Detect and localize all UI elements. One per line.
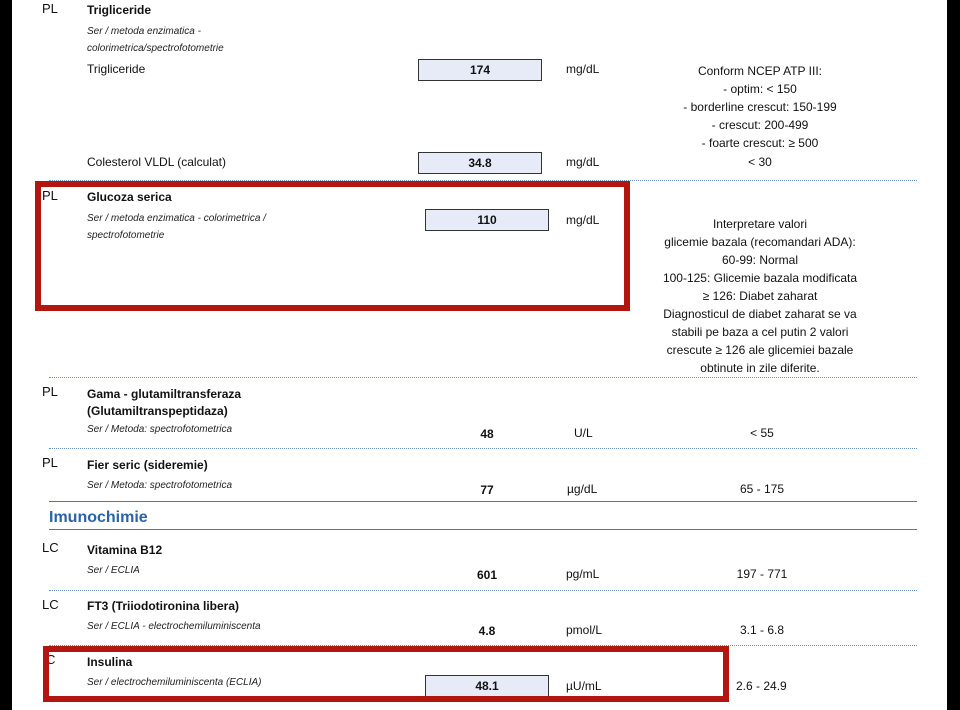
glucoza-value: 110 bbox=[425, 209, 549, 231]
insulina-reference: 2.6 - 24.9 bbox=[736, 679, 787, 693]
ft3-reference: 3.1 - 6.8 bbox=[739, 623, 785, 637]
b12-reference: 197 - 771 bbox=[736, 567, 788, 581]
ggt-code: PL bbox=[42, 384, 58, 399]
section-title-imunochimie: Imunochimie bbox=[49, 509, 148, 526]
b12-value: 601 bbox=[476, 568, 498, 582]
ref-line: glicemie bazala (recomandari ADA): bbox=[664, 235, 856, 249]
b12-unit: pg/mL bbox=[566, 567, 600, 581]
ref-line: stabili pe baza a cel putin 2 valori bbox=[671, 325, 849, 339]
glucoza-reference bbox=[640, 215, 880, 377]
ggt-reference: < 55 bbox=[750, 426, 774, 440]
fier-reference: 65 - 175 bbox=[739, 482, 785, 496]
ref-line: crescute ≥ 126 ale glicemiei bazale bbox=[666, 343, 854, 357]
fier-unit: µg/dL bbox=[567, 482, 598, 496]
fier-value: 77 bbox=[480, 483, 494, 497]
vldl-unit: mg/dL bbox=[566, 155, 600, 169]
ggt-name-line2: (Glutamiltranspeptidaza) bbox=[87, 404, 228, 418]
trigliceride-reference bbox=[650, 62, 870, 152]
ref-line: 60-99: Normal bbox=[721, 253, 799, 267]
trigliceride-name: Trigliceride bbox=[87, 3, 152, 17]
ggt-name-line1: Gama - glutamiltransferaza bbox=[87, 387, 242, 401]
fier-method: Ser / Metoda: spectrofotometrica bbox=[87, 480, 233, 491]
insulina-code: C bbox=[46, 652, 56, 667]
section-top-rule bbox=[49, 501, 917, 502]
glucoza-method-line1: Ser / metoda enzimatica - colorimetrica / bbox=[87, 213, 266, 224]
b12-name: Vitamina B12 bbox=[87, 543, 163, 557]
row-divider bbox=[49, 590, 917, 591]
glucoza-method-line2: spectrofotometrie bbox=[87, 230, 165, 241]
ref-line: - borderline crescut: 150-199 bbox=[683, 100, 837, 114]
trigliceride-method-line1: Ser / metoda enzimatica - bbox=[87, 26, 201, 37]
ft3-name: FT3 (Triiodotironina libera) bbox=[87, 599, 240, 613]
trigliceride-unit: mg/dL bbox=[566, 62, 600, 76]
row-divider bbox=[49, 377, 917, 378]
ref-line: obtinute in zile diferite. bbox=[700, 361, 820, 375]
fier-name: Fier seric (sideremie) bbox=[87, 458, 208, 472]
ggt-method: Ser / Metoda: spectrofotometrica bbox=[87, 424, 233, 435]
ref-line: - crescut: 200-499 bbox=[711, 118, 809, 132]
b12-code: LC bbox=[42, 540, 59, 555]
ref-line: Conform NCEP ATP III: bbox=[697, 64, 823, 78]
trigliceride-method-line2: colorimetrica/spectrofotometrie bbox=[87, 43, 224, 54]
ft3-value: 4.8 bbox=[478, 624, 496, 638]
fier-code: PL bbox=[42, 455, 58, 470]
insulina-method: Ser / electrochemiluminiscenta (ECLIA) bbox=[87, 677, 262, 688]
glucoza-unit: mg/dL bbox=[566, 213, 600, 227]
ref-line: 100-125: Glicemie bazala modificata bbox=[662, 271, 858, 285]
insulina-value: 48.1 bbox=[425, 675, 549, 697]
insulina-highlight-box bbox=[43, 646, 729, 702]
glucoza-name: Glucoza serica bbox=[87, 190, 172, 204]
insulina-unit: µU/mL bbox=[566, 679, 602, 693]
ref-line: ≥ 126: Diabet zaharat bbox=[702, 289, 818, 303]
row-divider bbox=[49, 448, 917, 449]
ref-line: Diagnosticul de diabet zaharat se va bbox=[663, 307, 857, 321]
trigliceride-value: 174 bbox=[418, 59, 542, 81]
glucoza-code: PL bbox=[42, 188, 58, 203]
vldl-label: Colesterol VLDL (calculat) bbox=[87, 155, 226, 169]
trigliceride-code: PL bbox=[42, 1, 58, 16]
ref-line: Interpretare valori bbox=[712, 217, 808, 231]
lab-report-page bbox=[12, 0, 947, 710]
ref-line: - foarte crescut: ≥ 500 bbox=[701, 136, 819, 150]
trigliceride-sublabel: Trigliceride bbox=[87, 62, 146, 76]
ggt-value: 48 bbox=[480, 427, 494, 441]
section-bottom-rule bbox=[49, 529, 917, 530]
ref-line: - optim: < 150 bbox=[723, 82, 797, 96]
glucoza-highlight-box bbox=[35, 181, 630, 311]
insulina-name: Insulina bbox=[87, 655, 133, 669]
ft3-method: Ser / ECLIA - electrochemiluminiscenta bbox=[87, 621, 261, 632]
ft3-unit: pmol/L bbox=[566, 623, 603, 637]
vldl-reference: < 30 bbox=[748, 155, 772, 169]
ggt-unit: U/L bbox=[574, 426, 593, 440]
vldl-value: 34.8 bbox=[418, 152, 542, 174]
ft3-code: LC bbox=[42, 597, 59, 612]
b12-method: Ser / ECLIA bbox=[87, 565, 140, 576]
